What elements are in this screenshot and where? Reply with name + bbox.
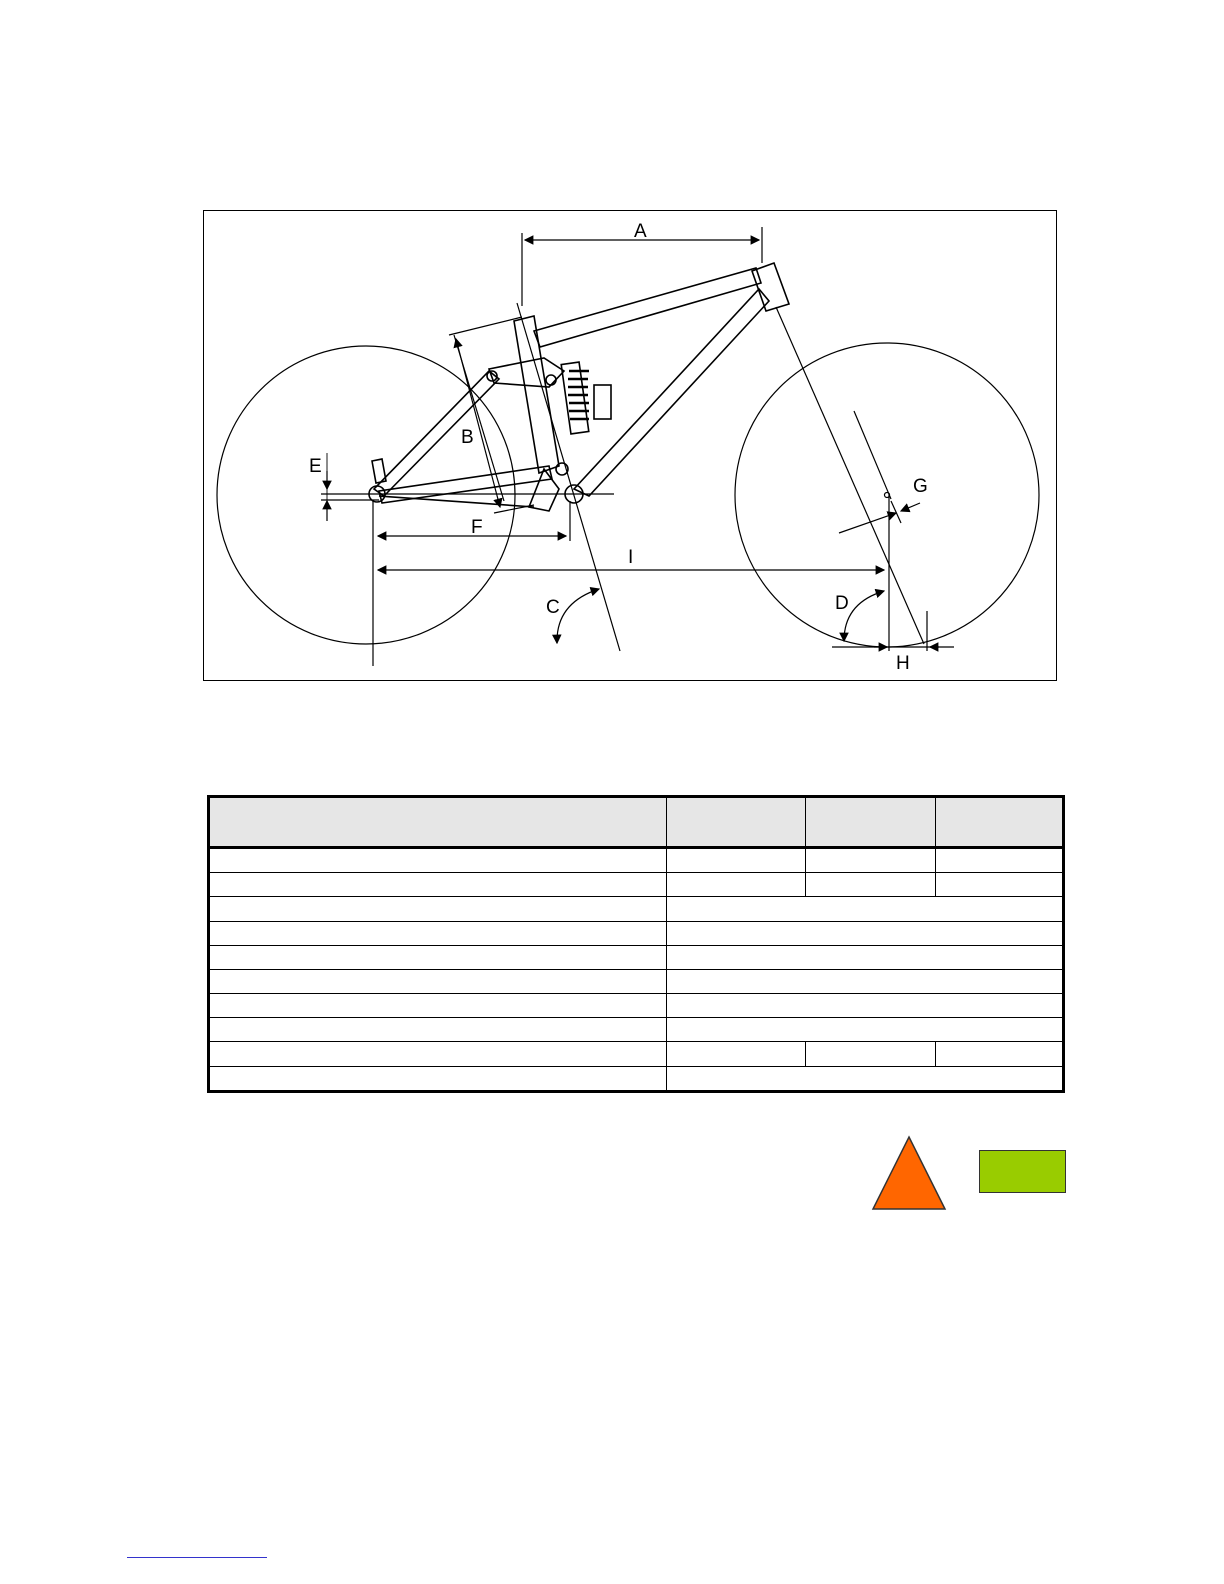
table-cell [209, 969, 667, 993]
table-cell [209, 873, 667, 897]
label-g: G [913, 476, 928, 497]
warning-triangle-icon [871, 1135, 947, 1211]
table-row [209, 945, 1064, 969]
table-cell [209, 1042, 667, 1066]
bike-geometry-diagram [203, 210, 1057, 681]
table-cell [806, 848, 936, 873]
table-cell [209, 921, 667, 945]
table-row [209, 848, 1064, 873]
table-row [209, 1042, 1064, 1066]
table-cell [936, 1042, 1064, 1066]
table-row [209, 897, 1064, 921]
table-cell [209, 848, 667, 873]
geometry-table [207, 795, 1065, 1093]
table-cell [806, 1042, 936, 1066]
label-i: I [628, 547, 634, 568]
header-cell [936, 797, 1064, 848]
green-status-box [979, 1150, 1066, 1193]
table-cell [667, 848, 806, 873]
label-d: D [835, 593, 849, 614]
table-cell [209, 1018, 667, 1042]
table-cell [667, 994, 1064, 1018]
header-cell [667, 797, 806, 848]
bike-geometry-drawing [204, 211, 1058, 682]
table-cell [667, 873, 806, 897]
label-h: H [896, 653, 910, 674]
header-cell [209, 797, 667, 848]
table-cell [667, 1066, 1064, 1091]
table-header-row [209, 797, 1064, 848]
table-cell [806, 873, 936, 897]
table-row [209, 1066, 1064, 1091]
label-b: B [461, 427, 474, 448]
table-cell [667, 1042, 806, 1066]
table-row [209, 969, 1064, 993]
table-cell [209, 897, 667, 921]
footnote-separator [127, 1557, 267, 1558]
table-row [209, 921, 1064, 945]
table-cell [667, 969, 1064, 993]
table-cell [209, 945, 667, 969]
label-a: A [634, 221, 647, 242]
table-row [209, 1018, 1064, 1042]
table-cell [667, 897, 1064, 921]
table-row [209, 873, 1064, 897]
table-cell [936, 873, 1064, 897]
table-cell [209, 1066, 667, 1091]
label-f: F [471, 517, 483, 538]
table-row [209, 994, 1064, 1018]
table-cell [667, 945, 1064, 969]
table-cell [209, 994, 667, 1018]
table-cell [667, 921, 1064, 945]
table-cell [667, 1018, 1064, 1042]
label-e: E [309, 456, 322, 477]
front-wheel [735, 343, 1039, 647]
label-c: C [546, 597, 560, 618]
table-cell [936, 848, 1064, 873]
header-cell [806, 797, 936, 848]
bike-frame [369, 263, 789, 511]
